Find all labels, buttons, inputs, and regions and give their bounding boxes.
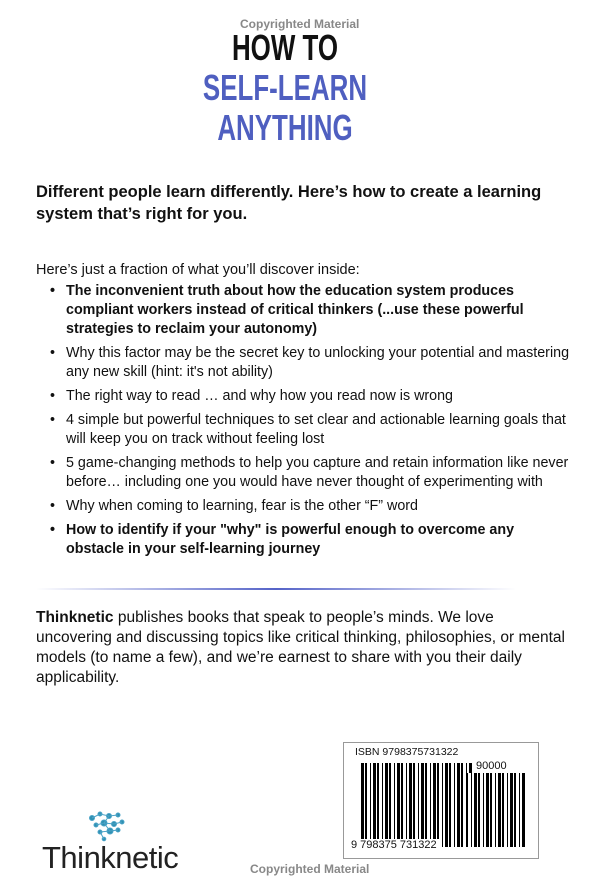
list-item: • Why this factor may be the secret key to unlocking your potential and mastering any new skill (hint: it's not ability) [50, 344, 570, 382]
title-line-1: HOW TO [231, 27, 339, 68]
barcode-bars [361, 763, 473, 847]
list-item: • How to identify if your "why" is powerful enough to overcome any obstacle in your self-learning journey [50, 521, 570, 559]
title-line-2: SELF-LEARN [202, 67, 368, 108]
list-item: • 4 simple but powerful techniques to set clear and actionable learning goals that will keep you on track without feeling lost [50, 411, 570, 449]
intro-text: Different people learn differently. Here’s how to create a learning system that’s right for you. [36, 183, 542, 223]
list-item: • The right way to read … and why how you read now is wrong [50, 387, 570, 406]
list-item: • The inconvenient truth about how the education system produces compliant workers instead of critical thinkers (...use these powerful strategies to reclaim your autonomy) [50, 282, 570, 339]
publisher-name: Thinknetic [36, 609, 114, 626]
list-item: • Why when coming to learning, fear is the other “F” word [50, 497, 570, 516]
barcode-digits: 9 798375 731322 [351, 839, 437, 851]
logo-name: Thinknetic [42, 840, 179, 875]
isbn-label: ISBN 9798375731322 [355, 746, 459, 758]
barcode-addon: 90000 [476, 760, 507, 772]
publisher-text: publishes books that speak to people’s minds. We love uncovering and discussing topics like critical thinking, philosophies, or mental models (to name a few), and we’re earnest to share with you their daily applicability. [36, 609, 565, 686]
publisher-blurb [36, 608, 566, 688]
addon-bars [466, 773, 526, 847]
brain-network-icon [82, 810, 142, 842]
lead-text: Here’s just a fraction of what you’ll discover inside: [36, 262, 360, 278]
watermark-bottom: Copyrighted Material [250, 862, 370, 876]
isbn-barcode [343, 742, 539, 859]
divider [36, 588, 516, 590]
title-line-3: ANYTHING [217, 107, 353, 148]
watermark-top: Copyrighted Material [240, 17, 360, 31]
list-item: • 5 game-changing methods to help you capture and retain information like never before… including one you would have never thought of experimenting with [50, 454, 570, 492]
barcode-bar [525, 773, 526, 847]
feature-list [50, 282, 570, 564]
